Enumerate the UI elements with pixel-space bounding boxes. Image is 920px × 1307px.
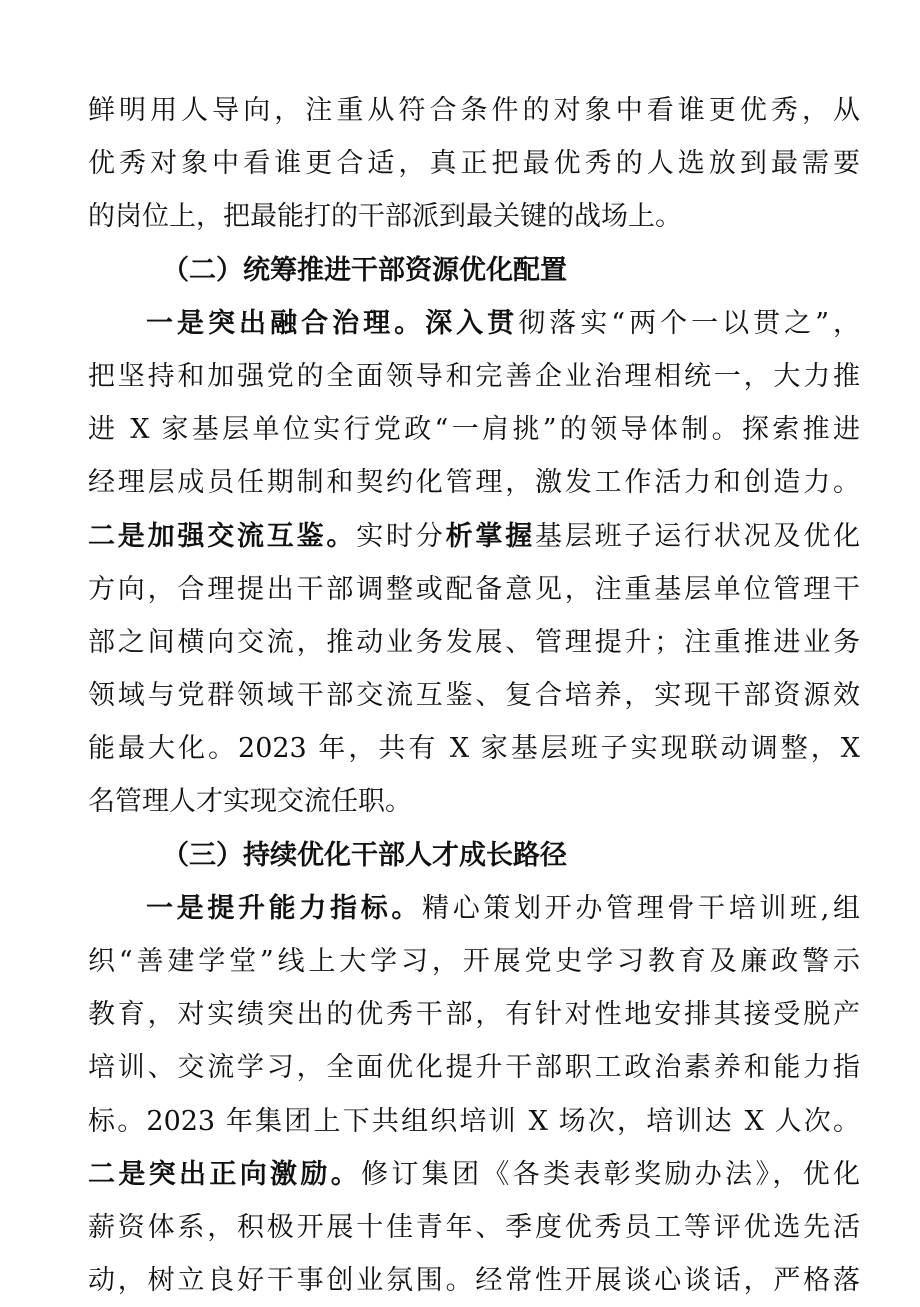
section-heading: （二）统筹推进干部资源优化配置	[162, 254, 567, 286]
body-line: 能最大化。2023 年，共有 X 家基层班子实现联动调整，X	[88, 733, 860, 765]
bold-inline: 析掌握	[445, 520, 536, 552]
body-line: 二是加强交流互鉴。实时分析掌握基层班子运行状况及优化	[88, 520, 860, 552]
body-line: 方向，合理提出干部调整或配备意见，注重基层单位管理干	[88, 573, 860, 605]
body-line: 织“善建学堂”线上大学习，开展党史学习教育及廉政警示	[88, 946, 860, 977]
body-line: 鲜明用人导向，注重从符合条件的对象中看谁更优秀，从	[88, 95, 860, 126]
body-line: 部之间横向交流，推动业务发展、管理提升；注重推进业务	[88, 626, 860, 658]
body-line: 一是提升能力指标。精心策划开办管理骨干培训班,组	[146, 892, 860, 924]
body-line: 名管理人才实现交流任职。	[88, 786, 412, 818]
section-heading: （三）持续优化干部人才成长路径	[162, 839, 567, 871]
body-line: 培训、交流学习，全面优化提升干部职工政治素养和能力指	[88, 1052, 860, 1084]
body-line: 的岗位上，把最能打的干部派到最关键的战场上。	[88, 201, 682, 233]
body-line: 优秀对象中看谁更合适，真正把最优秀的人选放到最需要	[88, 148, 860, 180]
body-line: 把坚持和加强党的全面领导和完善企业治理相统一，大力推	[88, 360, 860, 392]
bold-lead: 二是突出正向激励。	[88, 1158, 362, 1190]
body-line: 薪资体系，积极开展十佳青年、季度优秀员工等评优选先活	[88, 1211, 860, 1243]
body-line: 教育，对实绩突出的优秀干部，有针对性地安排其接受脱产	[88, 999, 860, 1031]
body-line: 领域与党群领域干部交流互鉴、复合培养，实现干部资源效	[88, 680, 860, 712]
bold-lead: 二是加强交流互鉴。	[88, 520, 357, 552]
body-line: 标。2023 年集团上下共组织培训 X 场次，培训达 X 人次。	[88, 1105, 860, 1137]
body-line: 经理层成员任期制和契约化管理，激发工作活力和创造力。	[88, 467, 860, 499]
bold-lead: 一是提升能力指标。	[146, 892, 423, 924]
body-line: 动，树立良好干事创业氛围。经常性开展谈心谈话，严格落	[88, 1265, 860, 1297]
body-line: 进 X 家基层单位实行党政“一肩挑”的领导体制。探索推进	[88, 414, 860, 446]
body-line: 二是突出正向激励。修订集团《各类表彰奖励办法》，优化	[88, 1158, 860, 1190]
bold-lead: 一是突出融合治理。深入贯	[146, 307, 519, 339]
body-line: 一是突出融合治理。深入贯彻落实“两个一以贯之”，	[146, 307, 860, 339]
